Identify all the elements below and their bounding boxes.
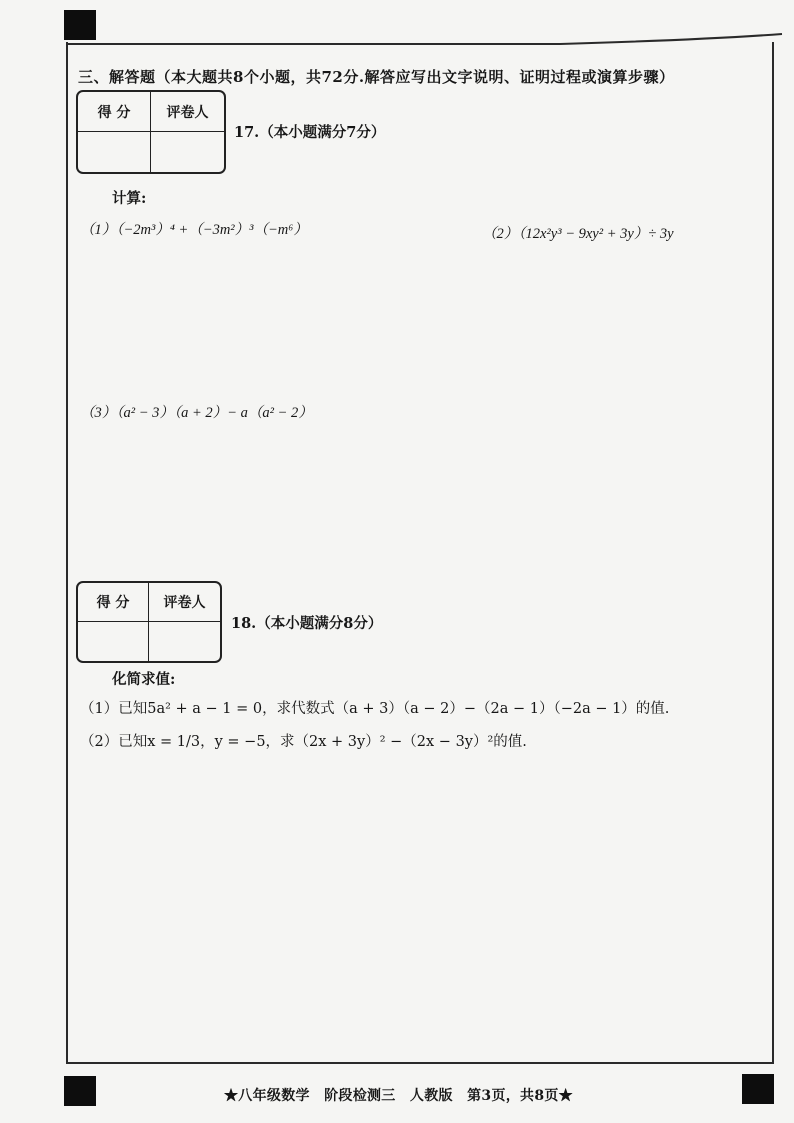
question-18-item-2: （2）已知x = 1/3，y = −5，求（2x + 3y）² −（2x − 3y）²的值. xyxy=(80,734,527,750)
score-table-q18 xyxy=(76,581,222,663)
question-17-item-1: （1）（−2m³）⁴ +（−3m²）³（−m⁶） xyxy=(80,222,308,238)
score-header: 得 分 xyxy=(78,583,149,622)
score-header: 得 分 xyxy=(78,92,151,132)
score-cell[interactable] xyxy=(78,622,149,661)
section-title: 三、解答题（本大题共8个小题，共72分.解答应写出文字说明、证明过程或演算步骤） xyxy=(78,68,675,86)
registration-mark-bottom-right xyxy=(742,1074,774,1104)
grader-cell[interactable] xyxy=(149,622,220,661)
question-17-instruction: 计算: xyxy=(112,190,147,207)
question-18-instruction: 化简求值: xyxy=(112,671,176,688)
question-17-item-3: （3）（a² − 3）（a + 2）− a（a² − 2） xyxy=(80,405,313,421)
score-cell[interactable] xyxy=(78,132,151,172)
registration-mark-bottom-left xyxy=(64,1076,96,1106)
question-18-item-1: （1）已知5a² + a − 1 = 0，求代数式（a + 3）（a − 2）−（2a − 1）（−2a − 1）的值. xyxy=(80,701,670,717)
content-frame xyxy=(66,42,774,1064)
registration-mark-top-left xyxy=(64,10,96,40)
grader-header: 评卷人 xyxy=(151,92,224,132)
page-footer: ★八年级数学 阶段检测三 人教版 第3页，共8页★ xyxy=(224,1088,573,1104)
grader-cell[interactable] xyxy=(151,132,224,172)
grader-header: 评卷人 xyxy=(149,583,220,622)
question-17-item-2: （2）（12x²y³ − 9xy² + 3y）÷ 3y xyxy=(482,226,674,242)
question-18-header: 18.（本小题满分8分） xyxy=(231,615,383,632)
question-17-header: 17.（本小题满分7分） xyxy=(234,124,386,141)
score-table-q17 xyxy=(76,90,226,174)
